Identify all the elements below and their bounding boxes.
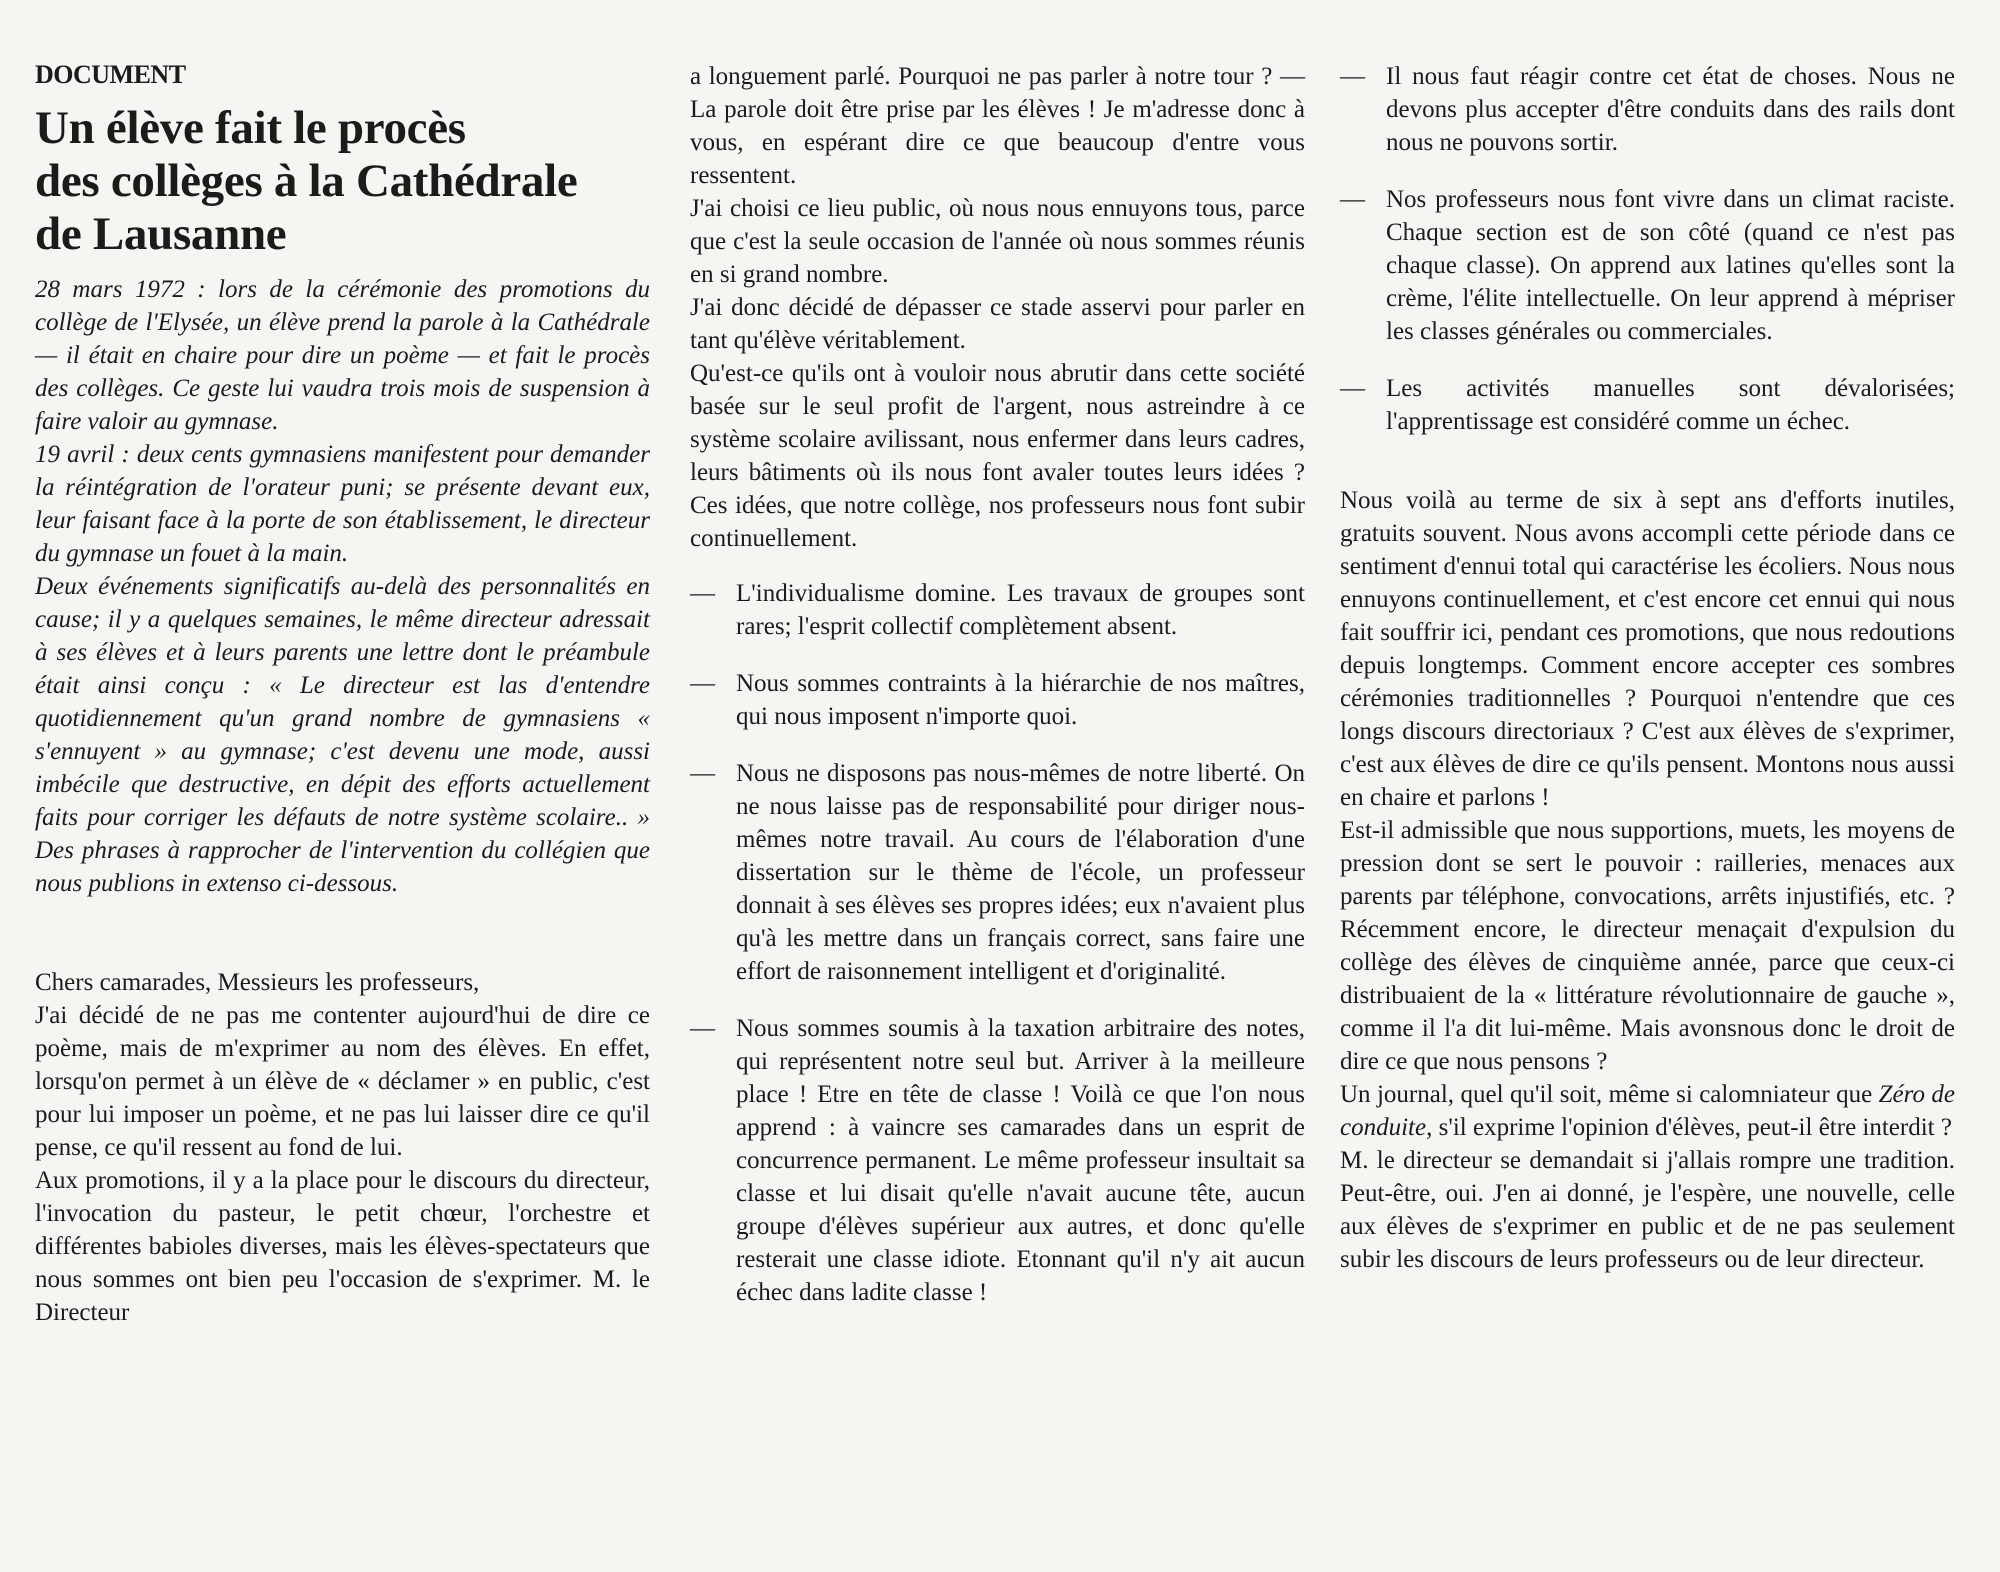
journal-text-before: Un journal, quel qu'il soit, même si calomniateur que (1340, 1081, 1879, 1108)
closing-paragraph: M. le directeur se demandait si j'allais rompre une tradition. Peut-être, oui. J'en ai donné, je l'espère, une nouvelle, celle aux élèves de s'exprimer en public et de ne pas seulement subir les discours de leurs professeurs ou de leur directeur. (1340, 1147, 1955, 1273)
speech-paragraph: Est-il admissible que nous supportions, muets, les moyens de pression dont se sert le pouvoir : railleries, menaces aux parents par téléphone, convocations, arrêts injustifiés, etc. ? Récemment encore, le directeur menaçait d'expulsion du collège des élèves de cinquième année, parce que ceux-ci distribuaient de la « littérature révolutionnaire de gauche », comme il l'a dit lui-même. Mais avonsnous donc le droit de dire ce que nous pensons ? (1340, 817, 1955, 1075)
list-item (1340, 60, 1955, 159)
intro (35, 273, 650, 900)
journal-text-after: , s'il exprime l'opinion d'élèves, peut-il être interdit ? (1426, 1114, 1952, 1141)
grievance-list (690, 577, 1305, 1309)
intro-paragraph: 28 mars 1972 : lors de la cérémonie des promotions du collège de l'Elysée, un élève prend la parole à la Cathédrale — il était en chaire pour dire un poème — et fait le procès des collèges. Ce geste lui vaudra trois mois de suspension à faire valoir au gymnase. (35, 276, 650, 435)
dash-marker: — (690, 580, 715, 607)
headline (35, 102, 650, 261)
headline-line-2: des collèges à la Cathédrale (35, 155, 578, 207)
list-item-text: Nous ne disposons pas nous-mêmes de notre liberté. On ne nous laisse pas de responsabilité pour diriger nous-mêmes notre travail. Au cours de l'élaboration d'une dissertation sur le thème de l'école, un professeur donnait à ses élèves ses propres idées; eux n'avaient plus qu'à les mettre dans un français correct, sans faire une effort de raisonnement intelligent et d'originalité. (736, 760, 1305, 985)
speech-paragraph: Qu'est-ce qu'ils ont à vouloir nous abrutir dans cette société basée sur le seul profit de l'argent, nous astreindre à ce système scolaire avilissant, nous enfermer dans leurs cadres, leurs bâtiments où ils nous font avaler toutes leurs idées ? Ces idées, que notre collège, nos professeurs nous font subir continuellement. (690, 360, 1305, 552)
list-item-text: Nos professeurs nous font vivre dans un climat raciste. Chaque section est de son côté (quand ce n'est pas chaque classe). On apprend aux latines qu'elles sont la crème, l'élite intellectuelle. On leur apprend à mépriser les classes générales ou commerciales. (1386, 186, 1955, 345)
list-item-text: Nous sommes contraints à la hiérarchie de nos maîtres, qui nous imposent n'importe quoi. (736, 670, 1305, 730)
journal-title: Zéro de conduite (1340, 1081, 1955, 1141)
section-label: DOCUMENT (35, 60, 186, 89)
salutation: Chers camarades, Messieurs les professeurs, (35, 969, 480, 996)
speech-paragraph (1340, 1078, 1955, 1144)
intro-paragraph: Deux événements significatifs au-delà des personnalités en cause; il y a quelques semaines, le même directeur adressait à ses élèves et à leurs parents une lettre dont le préambule était ainsi conçu : « Le directeur est las d'entendre quotidiennement qu'un grand nombre de gymnasiens « s'ennuyent » au gymnase; c'est devenu une mode, aussi imbécile que destructive, en dépit des efforts actuellement faits pour corriger les défauts de notre système scolaire.. » Des phrases à rapprocher de l'intervention du collégien que nous publions in extenso ci-dessous. (35, 573, 650, 897)
speech-paragraph: J'ai choisi ce lieu public, où nous nous ennuyons tous, parce que c'est la seule occasion de l'année où nous sommes réunis en si grand nombre. (690, 195, 1305, 288)
list-item (690, 757, 1305, 988)
list-item (1340, 183, 1955, 348)
dash-marker: — (1340, 186, 1365, 213)
list-item-text: Les activités manuelles sont dévalorisées; l'apprentissage est considéré comme un échec. (1386, 375, 1955, 435)
list-item (690, 667, 1305, 733)
speech-paragraph: J'ai donc décidé de dépasser ce stade asservi pour parler en tant qu'élève véritablement. (690, 294, 1305, 354)
speech-paragraph: J'ai décidé de ne pas me contenter aujourd'hui de dire ce poème, mais de m'exprimer au nom des élèves. En effet, lorsqu'on permet à un élève de « déclamer » en public, c'est pour lui imposer un poème, et ne pas lui laisser dire ce qu'il pense, ce qu'il ressent au fond de lui. (35, 1002, 650, 1161)
speech-start (35, 966, 650, 1329)
list-item-text: L'individualisme domine. Les travaux de groupes sont rares; l'esprit collectif complètement absent. (736, 580, 1305, 640)
headline-line-1: Un élève fait le procès (35, 102, 466, 154)
speech-paragraph: Aux promotions, il y a la place pour le discours du directeur, l'invocation du pasteur, le petit chœur, l'orchestre et différentes babioles diverses, mais les élèves-spectateurs que nous sommes ont bien peu l'occasion de s'exprimer. M. le Directeur (35, 1167, 650, 1326)
list-item-text: Il nous faut réagir contre cet état de choses. Nous ne devons plus accepter d'être conduits dans des rails dont nous ne pouvons sortir. (1386, 63, 1955, 156)
headline-line-3: de Lausanne (35, 208, 287, 260)
column-2 (690, 60, 1305, 1333)
list-item (690, 1012, 1305, 1309)
list-item (690, 577, 1305, 643)
intro-paragraph: 19 avril : deux cents gymnasiens manifestent pour demander la réintégration de l'orateur puni; se présente devant eux, leur faisant face à la porte de son établissement, le directeur du gymnase un fouet à la main. (35, 441, 650, 567)
dash-marker: — (690, 760, 715, 787)
column-1 (35, 60, 650, 1329)
dash-marker: — (690, 670, 715, 697)
speech-paragraph: Nous voilà au terme de six à sept ans d'efforts inutiles, gratuits souvent. Nous avons accompli cette période dans ce sentiment d'ennui total qui caractérise les écoliers. Nous nous ennuyons continuellement, et c'est encore cet ennui qui nous fait souffrir ici, pendant ces promotions, que nous redoutions depuis longtemps. Comment encore accepter ces sombres cérémonies traditionnelles ? Pourquoi n'entendre que ces longs discours directoriaux ? C'est aux élèves de s'exprimer, c'est aux élèves de dire ce qu'ils pensent. Montons nous aussi en chaire et parlons ! (1340, 487, 1955, 811)
grievance-list-continued (1340, 60, 1955, 438)
column-3 (1340, 60, 1955, 1276)
dash-marker: — (1340, 63, 1365, 90)
list-item-text: Nous sommes soumis à la taxation arbitraire des notes, qui représentent notre seul but. Arriver à la meilleure place ! Etre en tête de classe ! Voilà ce que l'on nous apprend : à vaincre ses camarades dans un esprit de concurrence permanent. Le même professeur insultait sa classe et lui disait qu'elle n'avait aucune tête, aucun groupe d'élèves supérieur aux autres, et donc qu'elle resterait une classe idiote. Etonnant qu'il n'y ait aucun échec dans ladite classe ! (736, 1015, 1305, 1306)
dash-marker: — (1340, 375, 1365, 402)
dash-marker: — (690, 1015, 715, 1042)
list-item (1340, 372, 1955, 438)
speech-paragraph: a longuement parlé. Pourquoi ne pas parler à notre tour ? — La parole doit être prise par les élèves ! Je m'adresse donc à vous, en espérant dire ce que beaucoup d'entre vous ressentent. (690, 63, 1305, 189)
